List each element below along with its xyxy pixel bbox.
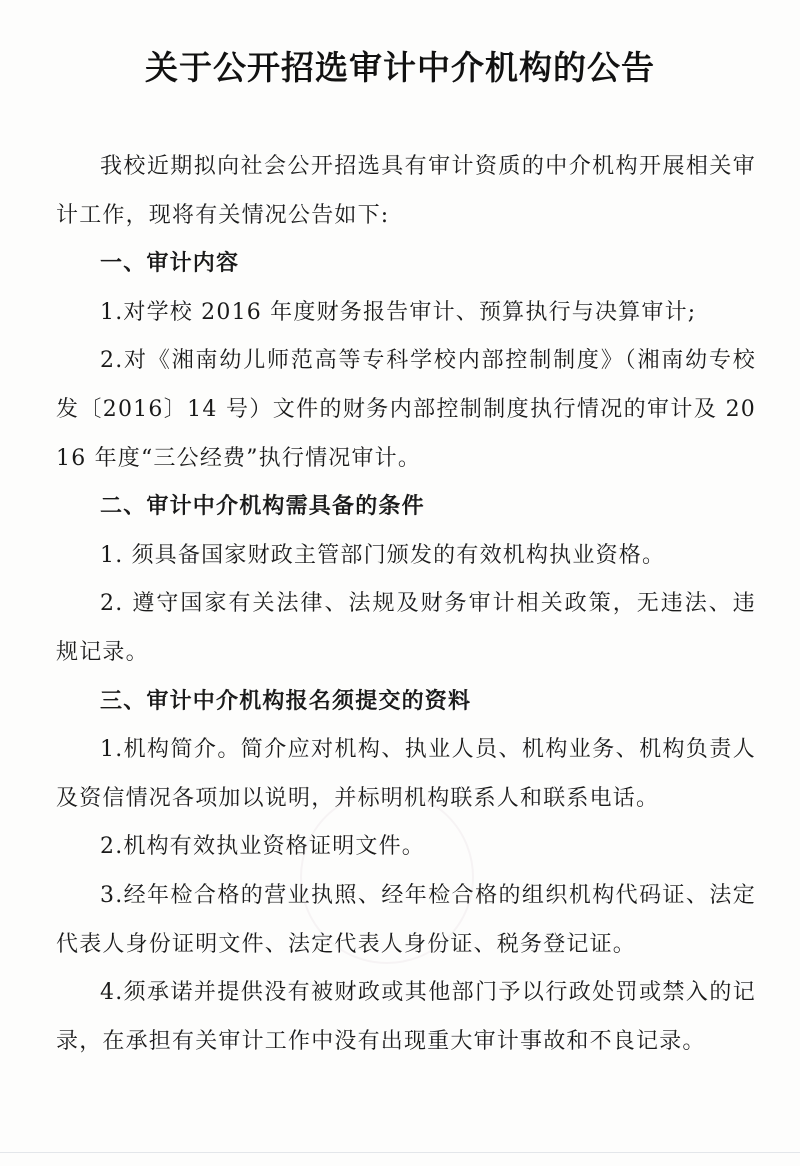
section-3-item-2: 2.机构有效执业资格证明文件。 [100, 834, 425, 860]
document-body [56, 143, 756, 1066]
section-3-item-4: 4.须承诺并提供没有被财政或其他部门予以行政处罚或禁入的记录，在承担有关审计工作中没有出现重大审计事故和不良记录。 [56, 980, 756, 1054]
section-2-item-2: 2. 遵守国家有关法律、法规及财务审计相关政策，无违法、违规记录。 [56, 591, 756, 665]
section-3-item-3: 3.经年检合格的营业执照、经年检合格的组织机构代码证、法定代表人身份证明文件、法定代表人身份证、税务登记证。 [56, 882, 756, 957]
section-2-heading: 二、审计中介机构需具备的条件 [100, 494, 425, 520]
intro-paragraph: 我校近期拟向社会公开招选具有审计资质的中介机构开展相关审计工作，现将有关情况公告如下: [56, 154, 756, 228]
section-1-heading: 一、审计内容 [100, 251, 240, 277]
section-2-item-1: 1. 须具备国家财政主管部门颁发的有效机构执业资格。 [100, 542, 666, 568]
page-bottom-rule [0, 1152, 800, 1153]
document-title: 关于公开招选审计中介机构的公告 [145, 48, 655, 87]
section-1-item-2: 2.对《湘南幼儿师范高等专科学校内部控制制度》（湘南幼专校发〔2016〕14 号）文件的财务内部控制制度执行情况的审计及 2016 年度“三公经费”执行情况审计。 [56, 348, 756, 471]
section-3-heading: 三、审计中介机构报名须提交的资料 [100, 688, 472, 714]
section-3-item-1: 1.机构简介。简介应对机构、执业人员、机构业务、机构负责人及资信情况各项加以说明，并标明机构联系人和联系电话。 [56, 737, 756, 811]
section-1-item-1: 1.对学校 2016 年度财务报告审计、预算执行与决算审计; [100, 299, 697, 325]
